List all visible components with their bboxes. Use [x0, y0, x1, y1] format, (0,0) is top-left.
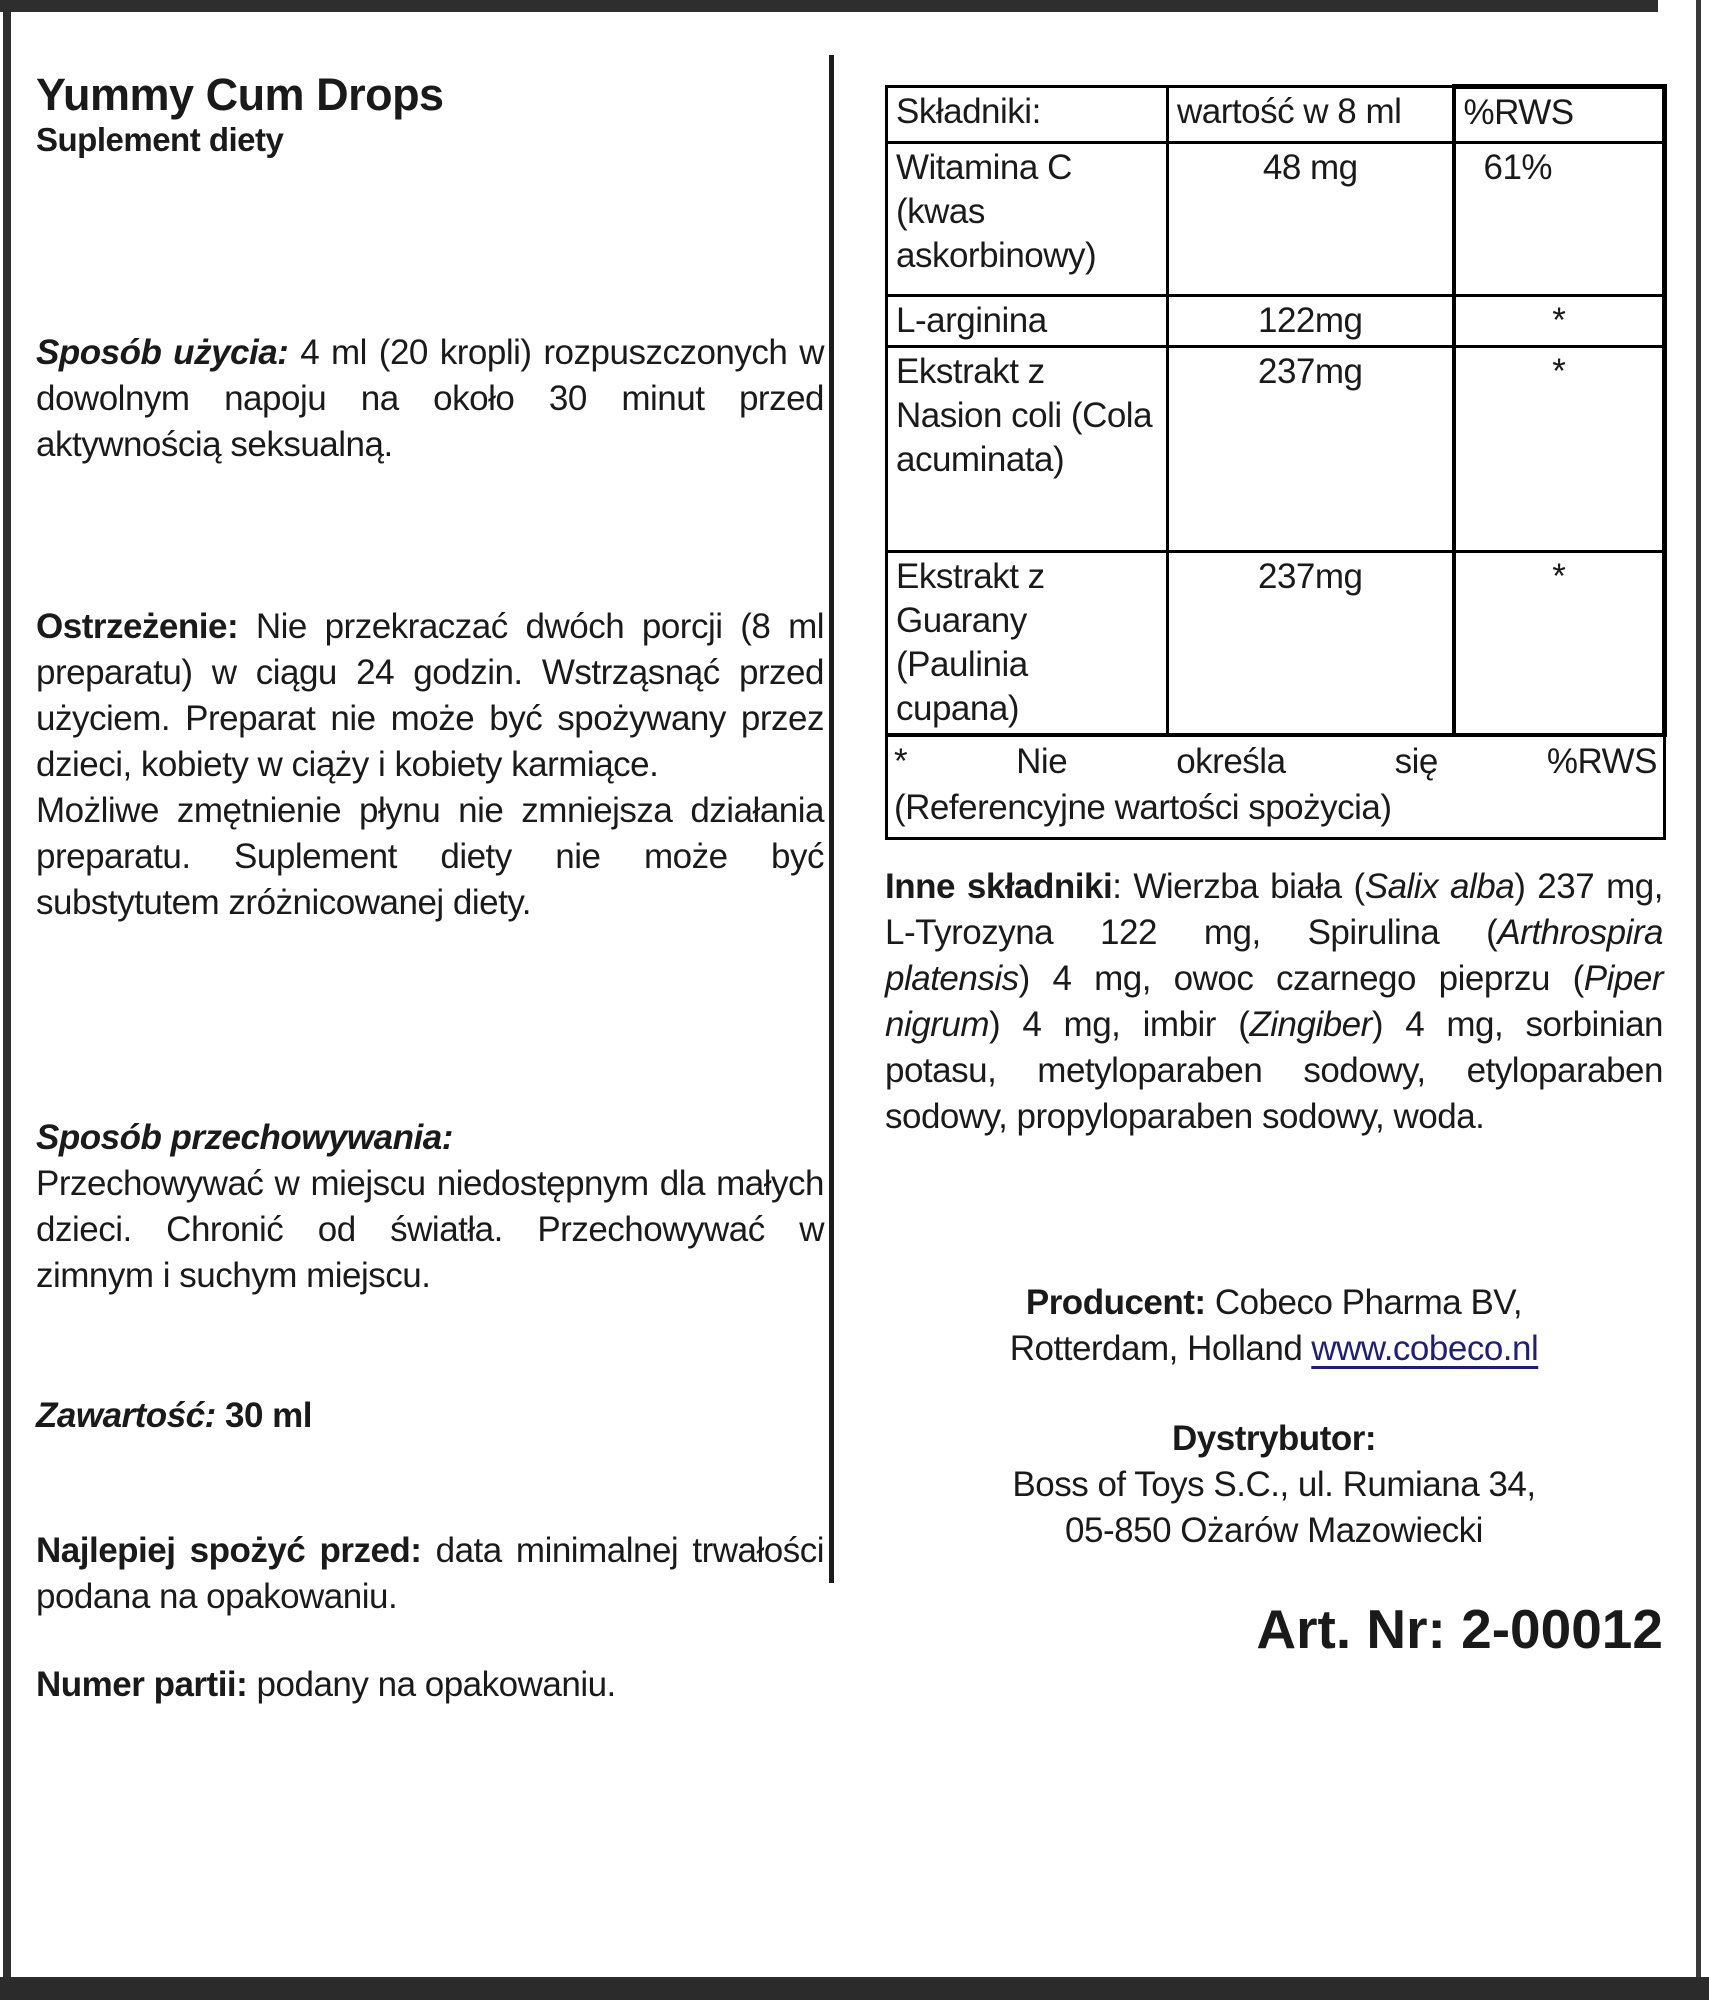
volume-label: Zawartość: — [36, 1396, 216, 1435]
ingredient-rws: * — [1454, 296, 1665, 347]
distributor-label: Dystrybutor: — [1171, 1419, 1377, 1458]
producer-label: Producent: — [1025, 1283, 1206, 1322]
table-row — [887, 552, 1665, 736]
table-row — [887, 296, 1665, 347]
other-ingredients-label: Inne składniki — [885, 867, 1113, 906]
ingredient-rws: * — [1454, 347, 1665, 552]
table-row — [887, 347, 1665, 552]
latin-name: Arthrospira platensis — [885, 913, 1663, 998]
product-title: Yummy Cum Drops — [36, 69, 444, 120]
volume-value: 30 ml — [225, 1396, 313, 1435]
ingredient-value: 122mg — [1168, 296, 1454, 347]
ingredients-table-wrap — [885, 84, 1663, 840]
table-footnote-row — [887, 735, 1665, 839]
scan-border-left — [3, 8, 11, 1977]
other-ingredients-text: ) 4 mg, sorbinian potasu, metyloparaben sodowy, etyloparaben sodowy, propyloparaben sodowy, woda. — [885, 1005, 1663, 1136]
scan-border-top — [0, 0, 1658, 12]
storage-text: Przechowywać w miejscu niedostępnym dla małych dzieci. Chronić od światła. Przechowywać w zimnym i suchym miejscu. — [36, 1164, 824, 1295]
article-number-label: Art. Nr: — [1256, 1598, 1446, 1660]
header-rws: %RWS — [1454, 87, 1665, 143]
distributor-line1: Boss of Toys S.C., ul. Rumiana 34, — [1012, 1465, 1536, 1504]
usage-text: 4 ml (20 kropli) rozpuszczonych w dowolnym napoju na około 30 minut przed aktywnością seksualną. — [36, 333, 824, 464]
storage-paragraph — [36, 1115, 824, 1299]
best-before — [36, 1528, 824, 1620]
warning-text: Nie przekraczać dwóch porcji (8 ml preparatu) w ciągu 24 godzin. Wstrząsnąć przed użyciem. Preparat nie może być spożywany przez dzieci, kobiety w ciąży i kobiety karmiące. — [36, 607, 825, 784]
scan-border-right — [1696, 0, 1701, 1977]
distributor-line2: 05-850 Ożarów Mazowiecki — [1065, 1511, 1483, 1550]
header-value: wartość w 8 ml — [1168, 87, 1454, 143]
ingredient-name: Ekstrakt z Guarany (Paulinia cupana) — [887, 552, 1168, 736]
distributor-info — [885, 1416, 1663, 1554]
batch-text: podany na opakowaniu. — [256, 1665, 616, 1704]
ingredient-value: 237mg — [1168, 347, 1454, 552]
footnote-line2: (Referencyjne wartości spożycia) — [894, 788, 1392, 827]
article-number — [885, 1598, 1709, 1660]
producer-name: Cobeco Pharma BV, — [1214, 1283, 1523, 1322]
producer-info — [885, 1280, 1663, 1372]
batch-number — [36, 1662, 824, 1708]
producer-city: Rotterdam, Holland — [1009, 1329, 1303, 1368]
other-ingredients-text: ) 237 mg, L-Tyrozyna 122 mg, Spirulina ( — [885, 867, 1663, 952]
ingredient-rws: 61% — [1454, 143, 1665, 296]
table-row — [887, 143, 1665, 296]
warning-label: Ostrzeżenie: — [36, 607, 239, 646]
table-footnote — [887, 735, 1665, 839]
other-ingredients-text: : Wierzba biała ( — [1112, 867, 1365, 906]
warning-paragraph — [36, 604, 824, 926]
latin-name: Salix alba — [1364, 867, 1515, 906]
footnote-line1: * Nie określa się %RWS — [894, 742, 1657, 781]
header-ingredient: Składniki: — [887, 87, 1168, 143]
table-header-row — [887, 87, 1665, 143]
warning-part1 — [36, 604, 824, 788]
latin-name: Piper nigrum — [885, 959, 1663, 1044]
other-ingredients-text: ) 4 mg, imbir ( — [988, 1005, 1250, 1044]
other-ingredients-paragraph — [885, 864, 1663, 1140]
warning-part2: Możliwe zmętnienie płynu nie zmniejsza działania preparatu. Suplement diety nie może być substytutem zróżnicowanej diety. — [36, 791, 824, 922]
ingredient-value: 48 mg — [1168, 143, 1454, 296]
content-volume — [36, 1393, 824, 1439]
scan-border-bottom — [0, 1977, 1709, 2000]
latin-name: Zingiber — [1249, 1005, 1372, 1044]
best-before-label: Najlepiej spożyć przed: — [36, 1531, 422, 1570]
batch-label: Numer partii: — [36, 1665, 248, 1704]
ingredient-name: Ekstrakt z Nasion coli (Cola acuminata) — [887, 347, 1168, 552]
ingredients-table — [885, 84, 1667, 840]
usage-paragraph — [36, 330, 824, 468]
producer-website-link[interactable]: www.cobeco.nl — [1311, 1329, 1539, 1368]
article-number-value: 2-00012 — [1461, 1598, 1663, 1660]
best-before-text: data minimalnej trwałości podana na opakowaniu. — [36, 1531, 824, 1616]
ingredient-name: L-arginina — [887, 296, 1168, 347]
ingredient-rws: * — [1454, 552, 1665, 736]
product-subtitle: Suplement diety — [36, 121, 284, 158]
ingredient-name: Witamina C (kwas askorbinowy) — [887, 143, 1168, 296]
other-ingredients-text: ) 4 mg, owoc czarnego pieprzu ( — [1018, 959, 1584, 998]
column-divider-line — [829, 55, 834, 1583]
usage-label: Sposób użycia: — [36, 333, 289, 372]
ingredient-value: 237mg — [1168, 552, 1454, 736]
storage-label: Sposób przechowywania: — [36, 1118, 453, 1157]
